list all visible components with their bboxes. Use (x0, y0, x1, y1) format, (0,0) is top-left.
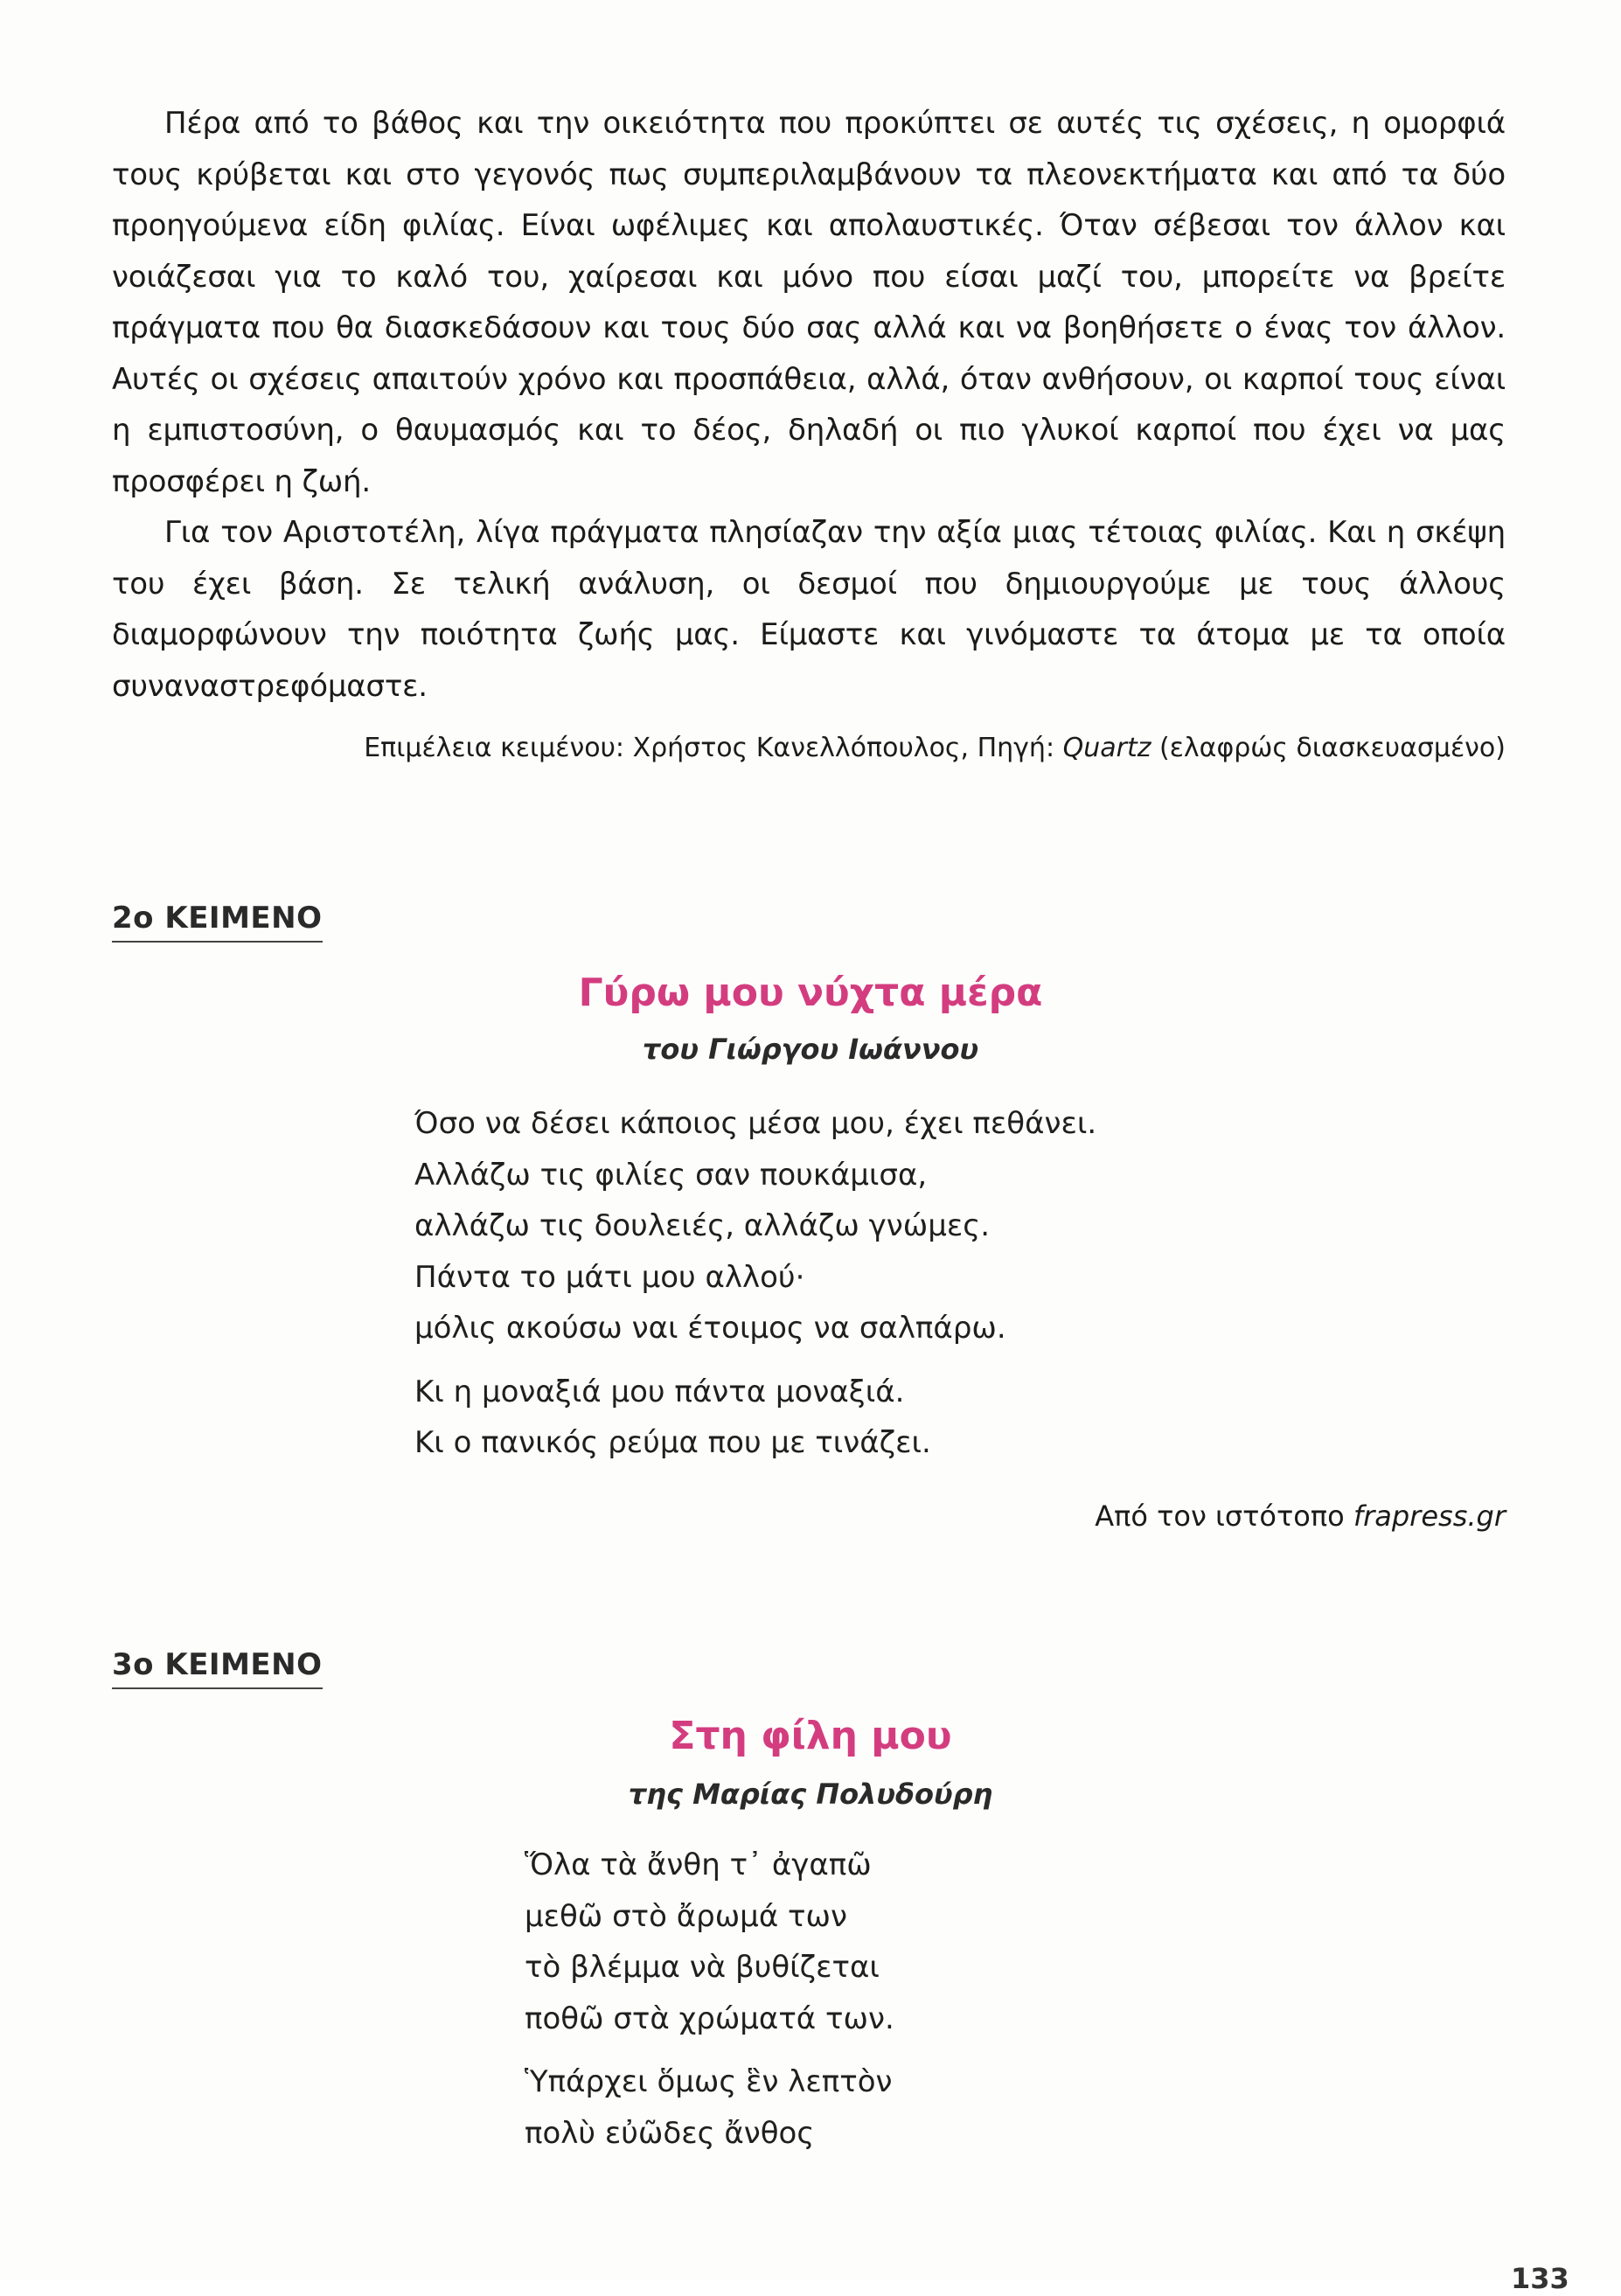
source-site: frapress.gr (1353, 1499, 1506, 1533)
poem-line: μόλις ακούσω ναι έτοιμος να σαλπάρω. (414, 1311, 1006, 1346)
paragraph-2: Για τον Αριστοτέλη, λίγα πράγματα πλησίαζαν την αξία μιας τέτοιας φιλίας. Και η σκέψη του έχει βάση. Σε τελική ανάλυση, οι δεσμοί που δημιουργούμε με τους άλλους διαμορφώνουν την ποιότητα ζωής μας. Είμαστε και γινόμαστε τα άτομα με τα οποία συναναστρεφόμαστε. (112, 515, 1506, 704)
poem-source (1095, 1497, 1506, 1535)
section-label-text-3: 3ο ΚΕΙΜΕΝΟ (112, 1647, 323, 1689)
poem-line: μεθῶ στὸ ἄρωμά των (525, 1898, 847, 1934)
credit-prefix: Επιμέλεια κειμένου: Χρήστος Κανελλόπουλος, Πηγή: (364, 733, 1063, 763)
poem-stanza (414, 1367, 1096, 1469)
section-label-text-2: 2ο ΚΕΙΜΕΝΟ (112, 901, 323, 943)
poem-line: Κι ο πανικός ρεύμα που με τινάζει. (414, 1425, 931, 1460)
poem-line: τὸ βλέμμα νὰ βυθίζεται (525, 1950, 880, 1985)
poem-line: Κι η μοναξιά μου πάντα μοναξιά. (414, 1374, 905, 1409)
poem-text-2 (414, 1098, 1096, 1481)
poem-title-text-3: Στη φίλη μου (669, 1714, 952, 1758)
poem-title-text-2: Γύρω μου νύχτα μέρα (578, 971, 1043, 1015)
poem-line: Πάντα το μάτι μου αλλού· (414, 1259, 805, 1295)
credit-suffix: (ελαφρώς διασκευασμένο) (1151, 733, 1506, 763)
page-number: 133 (1511, 2262, 1569, 2295)
poem-line: πολὺ εὐῶδες ἄνθος (525, 2115, 815, 2151)
poem-author-text-2: του Γιώργου Ιωάννου (642, 1033, 979, 1066)
poem-line: Όσο να δέσει κάποιος μέσα μου, έχει πεθάνει. (414, 1106, 1097, 1141)
poem-line: ποθῶ στὰ χρώματά των. (525, 2000, 894, 2036)
poem-stanza (525, 1840, 894, 2044)
poem-stanza (414, 1098, 1096, 1354)
main-text (112, 98, 1506, 712)
poem-stanza (525, 2056, 894, 2159)
poem-line: Αλλάζω τις φιλίες σαν πουκάμισα, (414, 1157, 928, 1193)
poem-author-text-3: της Μαρίας Πολυδούρη (628, 1778, 993, 1811)
text-credit (364, 731, 1506, 766)
paragraph-1: Πέρα από το βάθος και την οικειότητα που προκύπτει σε αυτές τις σχέσεις, η ομορφιά τους κρύβεται και στο γεγονός πως συμπεριλαμβάνουν τα πλεονεκτήματα και από τα δύο προηγούμενα είδη φιλίας. Είναι ωφέλιμες και απολαυστικές. Όταν σέβεσαι τον άλλον και νοιάζεσαι για το καλό του, χαίρεσαι και μόνο που είσαι μαζί του, μπορείτε να βρείτε πράγματα που θα διασκεδάσουν και τους δύο σας αλλά και να βοηθήσετε ο ένας τον άλλον. Αυτές οι σχέσεις απαιτούν χρόνο και προσπάθεια, αλλά, όταν ανθήσουν, οι καρποί τους είναι η εμπιστοσύνη, ο θαυμασμός και το δέος, δηλαδή οι πιο γλυκοί καρποί που έχει να μας προσφέρει η ζωή. (112, 106, 1506, 499)
poem-line: αλλάζω τις δουλειές, αλλάζω γνώμες. (414, 1208, 991, 1243)
poem-line: Ὅλα τὰ ἄνθη τ᾽ ἀγαπῶ (525, 1847, 872, 1882)
credit-source: Quartz (1062, 733, 1151, 763)
source-prefix: Από τον ιστότοπο (1095, 1499, 1353, 1533)
poem-line: Ὑπάρχει ὅμως ἓν λεπτὸν (525, 2064, 893, 2099)
poem-text-3 (525, 1840, 894, 2171)
